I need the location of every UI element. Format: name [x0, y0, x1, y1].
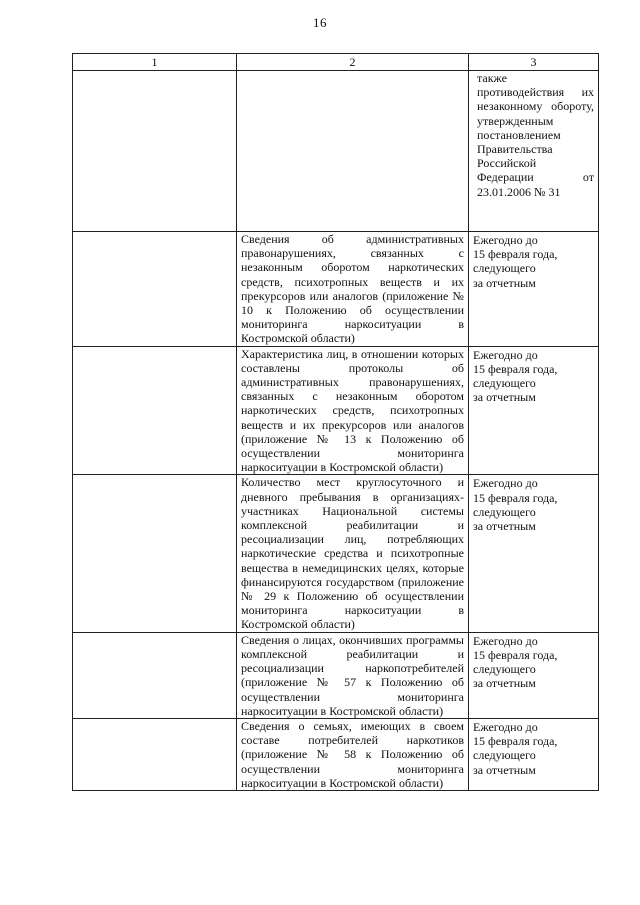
table-row [73, 632, 599, 718]
row-2-col-1 [73, 346, 237, 475]
period-line: за отчетным [473, 762, 536, 777]
period-line: Ежегодно до [473, 633, 538, 648]
period-line: Ежегодно до [473, 233, 538, 247]
period-line: Ежегодно до [473, 719, 538, 734]
period-line: следующего [473, 662, 536, 677]
table-row [73, 232, 599, 347]
row-3-description: Количество мест круглосуточного и дневного пребывания в организациях-участниках Национальной системы комплексной реабилитации и ресоциализации лиц, потребляющих наркотические средства и психотропные вещества в немедицинских целях, которые финансируются государством (приложение № 29 к Положению об осуществлении мониторинга наркоситуации в Костромской области) [241, 475, 464, 632]
row-3-col-1 [73, 475, 237, 632]
table-row [73, 346, 599, 475]
row-3-col-2 [237, 475, 469, 632]
row-5-col-3 [469, 718, 599, 790]
period-line: следующего [473, 748, 536, 763]
page-number: 16 [313, 15, 327, 30]
continuation-col-1 [73, 71, 237, 232]
period-line: за отчетным [473, 519, 536, 534]
row-5-col-2 [237, 718, 469, 790]
table-row [73, 718, 599, 790]
period-line: за отчетным [473, 390, 536, 405]
period-line: за отчетным [473, 275, 536, 290]
row-4-col-1 [73, 632, 237, 718]
row-4-col-3 [469, 632, 599, 718]
header-row [73, 54, 599, 71]
period-line: 15 февраля года, [473, 734, 558, 749]
row-4-period [473, 633, 594, 691]
header-col-3: 3 [469, 54, 599, 71]
monitoring-table [72, 53, 599, 791]
header-col-1: 1 [73, 54, 237, 71]
row-1-col-3 [469, 232, 599, 347]
row-1-col-1 [73, 232, 237, 347]
period-line: 15 февраля года, [473, 647, 558, 662]
period-line: следующего [473, 504, 536, 519]
continuation-col-2 [237, 71, 469, 232]
continuation-col-3 [469, 71, 599, 232]
row-5-period [473, 719, 594, 777]
header-col-2: 2 [237, 54, 469, 71]
row-3-col-3 [469, 475, 599, 632]
table-row [73, 475, 599, 632]
period-line: за отчетным [473, 676, 536, 691]
row-1-col-2 [237, 232, 469, 347]
row-2-description: Характеристика лиц, в отношении которых составлены протоколы об административных правонарушениях, связанных с незаконным оборотом наркотических средств, психотропных веществ и их прекурсоров или аналогов (приложение № 13 к Положению об осуществлении мониторинга наркоситуации в Костромской области) [241, 346, 464, 475]
row-2-period [473, 347, 594, 405]
period-line: 15 февраля года, [473, 490, 558, 505]
row-5-col-1 [73, 718, 237, 790]
period-line: 15 февраля года, [473, 361, 558, 376]
row-1-period [473, 232, 594, 290]
row-4-col-2 [237, 632, 469, 718]
period-line: следующего [473, 261, 536, 276]
period-line: следующего [473, 376, 536, 391]
row-3-period [473, 475, 594, 533]
row-2-col-2 [237, 346, 469, 475]
row-2-col-3 [469, 346, 599, 475]
continuation-text: также противодействия их незаконному обороту, утвержденным постановлением Правительства Российской Федерации от 23.01.2006 № 31 [477, 71, 594, 199]
row-5-description: Сведения о семьях, имеющих в своем составе потребителей наркотиков (приложение № 58 к Положению об осуществлении мониторинга наркоситуации в Костромской области) [241, 718, 464, 790]
period-line: Ежегодно до [473, 347, 538, 362]
row-4-description: Сведения о лицах, окончивших программы комплексной реабилитации и ресоциализации наркопотребителей (приложение № 57 к Положению об осуществлении мониторинга наркоситуации в Костромской области) [241, 632, 464, 718]
row-1-description: Сведения об административных правонарушениях, связанных с незаконным оборотом наркотических средств, психотропных веществ и их прекурсоров или аналогов (приложение № 10 к Положению об осуществлении мониторинга наркоситуации в Костромской области) [241, 232, 464, 346]
table-row-continuation [73, 71, 599, 232]
period-line: Ежегодно до [473, 476, 538, 491]
period-line: 15 февраля года, [473, 247, 558, 262]
